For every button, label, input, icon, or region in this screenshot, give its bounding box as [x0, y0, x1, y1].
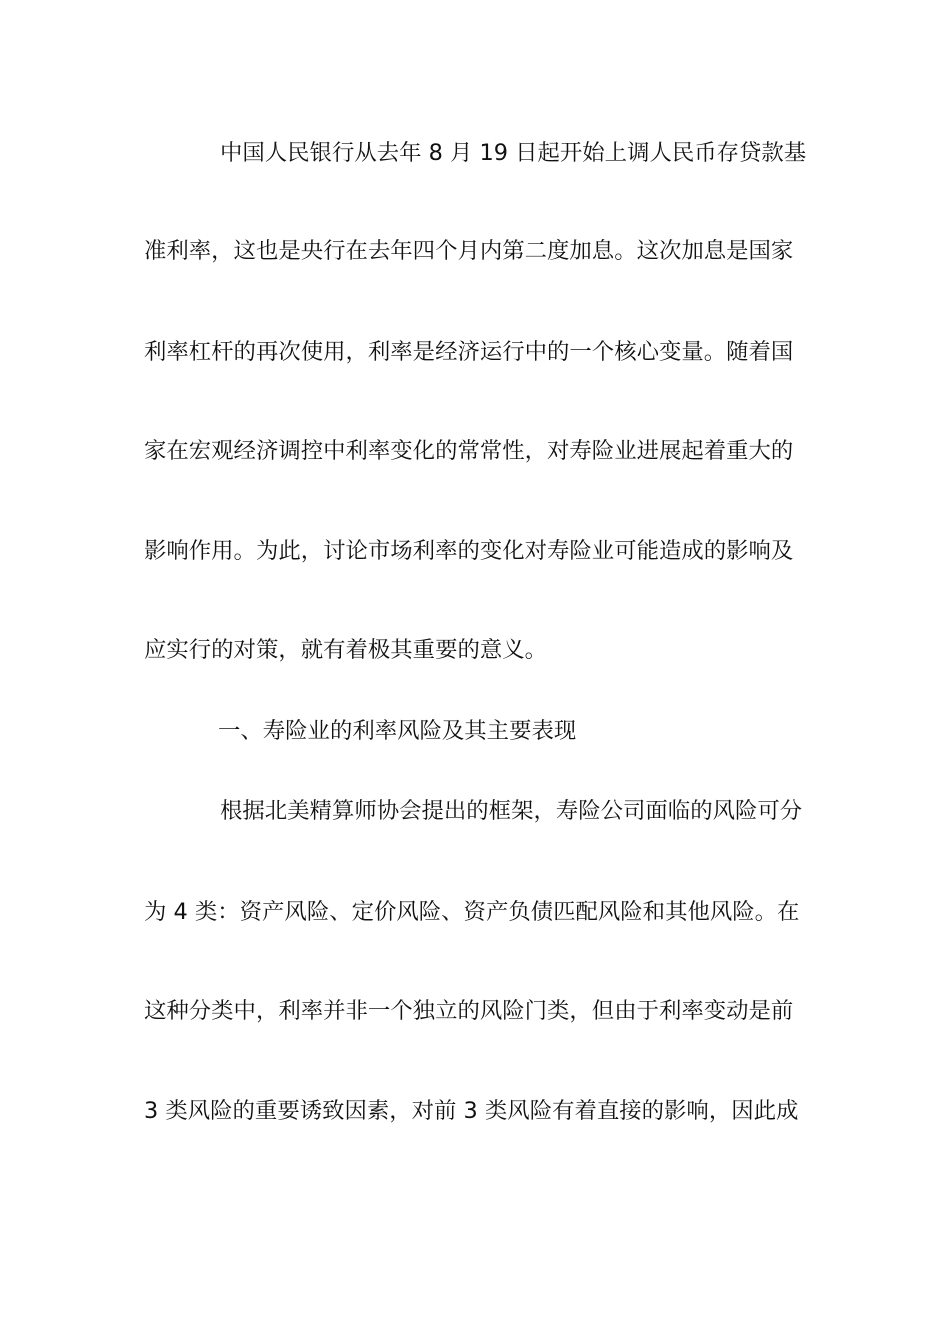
paragraph-1-line-4: 家在宏观经济调控中利率变化的常常性，对寿险业进展起着重大的 [144, 438, 794, 464]
paragraph-1-line-6: 应实行的对策，就有着极其重要的意义。 [144, 637, 548, 663]
paragraph-1-line-1: 中国人民银行从去年 8 月 19 日起开始上调人民币存贷款基 [220, 140, 807, 166]
paragraph-1-line-3: 利率杠杆的再次使用，利率是经济运行中的一个核心变量。随着国 [144, 339, 794, 365]
paragraph-2-line-1: 根据北美精算师协会提出的框架，寿险公司面临的风险可分 [220, 798, 803, 824]
paragraph-2-line-3: 这种分类中，利率并非一个独立的风险门类，但由于利率变动是前 [144, 998, 794, 1024]
paragraph-1-line-2: 准利率，这也是央行在去年四个月内第二度加息。这次加息是国家 [144, 238, 794, 264]
paragraph-2-line-4: 3 类风险的重要诱致因素，对前 3 类风险有着直接的影响，因此成 [144, 1098, 799, 1124]
paragraph-2-line-2: 为 4 类：资产风险、定价风险、资产负债匹配风险和其他风险。在 [144, 899, 800, 925]
section-heading: 一、寿险业的利率风险及其主要表现 [218, 718, 577, 744]
paragraph-1-line-5: 影响作用。为此，讨论市场利率的变化对寿险业可能造成的影响及 [144, 538, 794, 564]
